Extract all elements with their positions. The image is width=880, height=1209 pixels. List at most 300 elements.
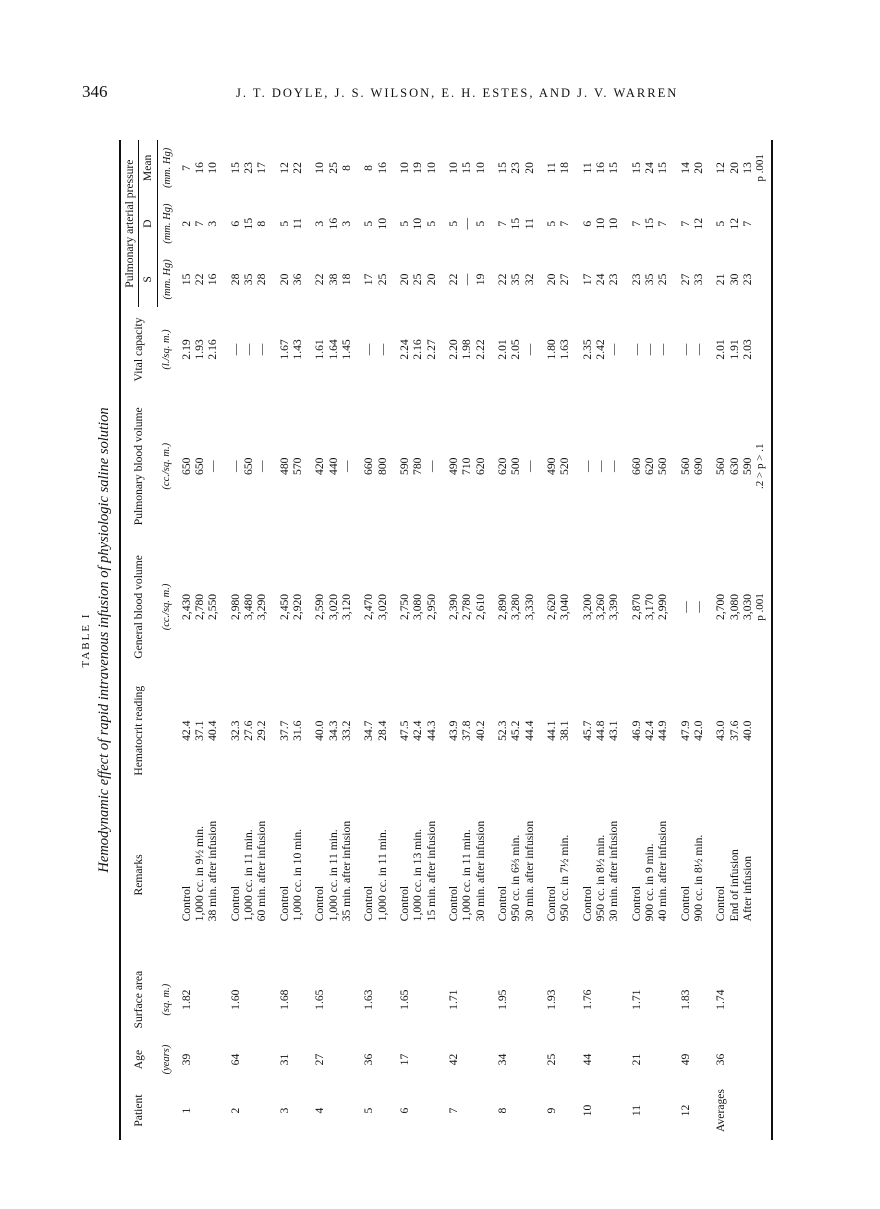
cell-line: 20: [544, 273, 558, 286]
table-row: [223, 140, 272, 1140]
pulmonary-blood-volume-cell: [307, 392, 356, 541]
systolic-cell: [441, 252, 490, 308]
pulmonary-blood-volume-cell: [539, 392, 575, 541]
cell-line: 2,780: [193, 593, 207, 620]
cell-line: 42.4: [179, 720, 193, 741]
cell-line: 1,000 cc. in 11 min.: [375, 829, 389, 922]
cell-line: 8: [255, 220, 269, 227]
cell-line: 34.3: [326, 720, 340, 741]
cell-line: 30 min. after infusion: [607, 820, 621, 922]
cell-line: 60 min. after infusion: [255, 820, 269, 922]
significance-note: .2 > p > .1: [754, 443, 767, 489]
mean-pressure-cell: [392, 140, 441, 196]
cell-line: —: [460, 273, 474, 286]
cell-line: 7: [558, 220, 572, 227]
cell-line: 650: [179, 457, 193, 475]
cell-line: 12: [277, 162, 291, 174]
cell-line: 10: [375, 217, 389, 230]
hematocrit-cell: [356, 673, 392, 788]
cell-line: 18: [340, 273, 353, 286]
cell-line: 5: [446, 220, 460, 227]
mean-pressure-cell: [441, 140, 490, 196]
cell-line: 45.2: [509, 720, 523, 741]
cell-line: 520: [558, 457, 572, 475]
unit-general-blood-volume: (cc./sq. m.): [161, 583, 173, 631]
cell-line: —: [691, 343, 705, 356]
cell-line: 43.0: [714, 720, 728, 741]
cell-line: 650: [193, 457, 207, 475]
cell-line: Control: [544, 885, 558, 922]
table-row: [174, 140, 223, 1140]
cell-line: 2,700: [714, 593, 728, 620]
cell-line: 690: [691, 457, 705, 475]
age-cell: 21: [629, 1053, 643, 1066]
cell-line: 15: [179, 273, 193, 286]
remarks-cell: [624, 788, 673, 961]
cell-line: —: [424, 460, 438, 473]
table-row: [356, 140, 392, 1140]
vital-capacity-cell: [441, 307, 490, 391]
cell-line: 21: [714, 273, 728, 286]
cell-line: —: [242, 343, 256, 356]
cell-line: 14: [678, 162, 692, 174]
cell-line: 2,470: [362, 593, 376, 620]
hematocrit-cell: [272, 673, 308, 788]
cell-line: 3,280: [509, 593, 523, 620]
cell-line: 11: [544, 162, 558, 174]
cell-line: 620: [642, 457, 656, 475]
cell-line: 950 cc. in 8½ min.: [593, 834, 607, 922]
hematocrit-cell: [441, 673, 490, 788]
age-cell: 64: [228, 1053, 242, 1066]
page-number: 346: [82, 82, 108, 101]
systolic-cell: [392, 252, 441, 308]
cell-line: 440: [326, 457, 340, 475]
table-row: [392, 140, 441, 1140]
cell-line: 2,450: [277, 593, 291, 620]
cell-line: —: [522, 460, 536, 473]
unit-d: (mm. Hg): [161, 203, 173, 244]
cell-line: —: [375, 343, 389, 356]
cell-line: 16: [206, 273, 220, 286]
table-row: [575, 140, 624, 1140]
cell-line: 7: [495, 220, 509, 227]
cell-line: 23: [242, 162, 256, 174]
cell-line: 22: [313, 273, 327, 286]
cell-line: 30 min. after infusion: [522, 820, 536, 922]
mean-pressure-cell: [575, 140, 624, 196]
cell-line: —: [678, 343, 692, 356]
cell-line: 38 min. after infusion: [206, 820, 220, 922]
cell-line: 3,170: [642, 593, 656, 620]
general-blood-volume-cell: [272, 541, 308, 673]
vital-capacity-cell: [356, 307, 392, 391]
header-mean: Mean: [139, 140, 157, 196]
vital-capacity-cell: [223, 307, 272, 391]
cell-line: 33: [691, 273, 705, 286]
patient-cell: 7: [446, 1107, 460, 1114]
age-cell: 17: [397, 1053, 411, 1066]
cell-line: 7: [193, 220, 207, 227]
cell-line: 29.2: [255, 720, 269, 741]
cell-line: 12: [714, 162, 728, 174]
general-blood-volume-cell: [356, 541, 392, 673]
significance-note: p .001: [754, 154, 767, 182]
cell-line: 1.64: [326, 339, 340, 360]
cell-line: 1.80: [544, 339, 558, 360]
pulmonary-blood-volume-cell: [272, 392, 308, 541]
cell-line: 1,000 cc. in 11 min.: [242, 829, 256, 922]
cell-line: 22: [446, 273, 460, 286]
hematocrit-cell: [624, 673, 673, 788]
cell-line: 2.22: [473, 339, 487, 360]
cell-line: —: [255, 460, 269, 473]
cell-line: 47.5: [397, 720, 411, 741]
cell-line: 490: [544, 457, 558, 475]
cell-line: —: [691, 601, 705, 613]
cell-line: 27: [678, 273, 692, 286]
cell-line: 6: [580, 220, 594, 227]
surface-area-cell: 1.83: [678, 989, 692, 1010]
cell-line: 3,330: [522, 593, 536, 620]
cell-line: 8: [362, 165, 376, 171]
systolic-cell: [223, 252, 272, 308]
significance-note: p .001: [754, 593, 767, 621]
pulmonary-blood-volume-cell: [575, 392, 624, 541]
vital-capacity-cell: [624, 307, 673, 391]
header-pulmonary-blood-volume: Pulmonary blood volume: [132, 407, 146, 526]
cell-line: 20: [397, 273, 411, 286]
cell-line: 900 cc. in 8½ min.: [691, 834, 705, 922]
cell-line: Control: [397, 885, 411, 922]
cell-line: 3,080: [411, 593, 425, 620]
cell-line: 25: [411, 273, 425, 286]
diastolic-cell: [624, 196, 673, 252]
systolic-cell: [174, 252, 223, 308]
cell-line: 15: [495, 162, 509, 174]
mean-pressure-cell: [539, 140, 575, 196]
cell-line: 650: [242, 457, 256, 475]
cell-line: 15 min. after infusion: [424, 820, 438, 922]
cell-line: 2,610: [473, 593, 487, 620]
diastolic-cell: [272, 196, 308, 252]
cell-line: 3: [206, 220, 220, 227]
cell-line: 40.4: [206, 720, 220, 741]
cell-line: —: [629, 343, 643, 356]
cell-line: 36: [291, 273, 305, 286]
cell-line: 2.42: [593, 339, 607, 360]
age-cell: 44: [580, 1053, 594, 1066]
cell-line: 2,750: [397, 593, 411, 620]
unit-s: (mm. Hg): [161, 259, 173, 300]
cell-line: 16: [193, 162, 207, 174]
remarks-cell: [356, 788, 392, 961]
hematocrit-cell: [708, 673, 772, 788]
table-row: [673, 140, 709, 1140]
cell-line: —: [580, 460, 594, 473]
remarks-cell: [490, 788, 539, 961]
cell-line: 44.8: [593, 720, 607, 741]
cell-line: 32: [522, 273, 536, 286]
cell-line: 15: [642, 217, 656, 230]
patient-cell: 2: [228, 1107, 242, 1114]
cell-line: 10: [446, 162, 460, 174]
pulmonary-blood-volume-cell: [708, 392, 772, 541]
surface-area-cell: 1.95: [495, 989, 509, 1010]
cell-line: 590: [397, 457, 411, 475]
remarks-cell: [392, 788, 441, 961]
cell-line: 560: [714, 457, 728, 475]
systolic-cell: [356, 252, 392, 308]
cell-line: 25: [326, 162, 340, 174]
cell-line: 44.3: [424, 720, 438, 741]
table-row: [441, 140, 490, 1140]
cell-line: —: [228, 343, 242, 356]
cell-line: 35 min. after infusion: [340, 820, 353, 922]
cell-line: 2.16: [411, 339, 425, 360]
diastolic-cell: [441, 196, 490, 252]
header-general-blood-volume: General blood volume: [132, 555, 146, 659]
cell-line: 25: [656, 273, 670, 286]
systolic-cell: [490, 252, 539, 308]
age-cell: 34: [495, 1053, 509, 1066]
cell-line: —: [206, 460, 220, 473]
cell-line: 1,000 cc. in 10 min.: [291, 828, 305, 922]
mean-pressure-cell: [490, 140, 539, 196]
cell-line: 3,290: [255, 593, 269, 620]
hematocrit-cell: [575, 673, 624, 788]
cell-line: —: [255, 343, 269, 356]
cell-line: Control: [179, 885, 193, 922]
cell-line: —: [678, 601, 692, 613]
cell-line: 22: [193, 273, 207, 286]
cell-line: 7: [179, 165, 193, 171]
data-table: [119, 140, 773, 1140]
cell-line: 2.16: [206, 339, 220, 360]
cell-line: 10: [313, 162, 327, 174]
cell-line: 27: [558, 273, 572, 286]
cell-line: Control: [446, 885, 460, 922]
cell-line: 630: [727, 457, 741, 475]
cell-line: 18: [558, 162, 572, 174]
patient-cell: 11: [629, 1104, 643, 1117]
general-blood-volume-cell: [174, 541, 223, 673]
diastolic-cell: [392, 196, 441, 252]
diastolic-cell: [490, 196, 539, 252]
cell-line: 10: [397, 162, 411, 174]
cell-line: 2.01: [495, 339, 509, 360]
cell-line: 40.2: [473, 720, 487, 741]
patient-cell: 6: [397, 1107, 411, 1114]
patient-cell: 1: [179, 1107, 193, 1114]
cell-line: —: [656, 343, 670, 356]
header-hematocrit: Hematocrit reading: [132, 685, 146, 776]
cell-line: 2,430: [179, 593, 193, 620]
cell-line: 32.3: [228, 720, 242, 741]
general-blood-volume-cell: [441, 541, 490, 673]
running-head: J. T. DOYLE, J. S. WILSON, E. H. ESTES, AND J. V. WARREN: [236, 86, 679, 100]
header-age: Age: [132, 1049, 146, 1070]
surface-area-cell: 1.65: [397, 989, 411, 1010]
cell-line: 560: [656, 457, 670, 475]
table-row: [490, 140, 539, 1140]
cell-line: 20: [277, 273, 291, 286]
age-cell: 36: [708, 1038, 772, 1081]
cell-line: 38.1: [558, 720, 572, 741]
surface-area-cell: 1.60: [228, 989, 242, 1010]
vital-capacity-cell: [673, 307, 709, 391]
cell-line: 10: [206, 162, 220, 174]
cell-line: 5: [362, 220, 376, 227]
header-vital-capacity: Vital capacity: [132, 317, 146, 382]
mean-pressure-cell: [673, 140, 709, 196]
cell-line: 52.3: [495, 720, 509, 741]
cell-line: 31.6: [291, 720, 305, 741]
surface-area-cell: 1.65: [313, 989, 327, 1010]
cell-line: 5: [473, 220, 487, 227]
mean-pressure-cell: [624, 140, 673, 196]
cell-line: 44.1: [544, 720, 558, 741]
cell-line: 11: [580, 162, 594, 174]
cell-line: 15: [607, 162, 621, 174]
surface-area-cell: 1.68: [277, 989, 291, 1010]
cell-line: 17: [580, 273, 594, 286]
cell-line: 1,000 cc. in 11 min.: [460, 829, 474, 922]
hematocrit-cell: [223, 673, 272, 788]
cell-line: 23: [629, 273, 643, 286]
general-blood-volume-cell: [624, 541, 673, 673]
cell-line: 43.1: [607, 720, 621, 741]
cell-line: 10: [607, 217, 621, 230]
cell-line: 15: [629, 162, 643, 174]
cell-line: 1.45: [340, 339, 353, 360]
surface-area-cell: 1.74: [708, 961, 772, 1038]
cell-line: —: [593, 460, 607, 473]
cell-line: Control: [362, 885, 376, 922]
averages-label: Averages: [708, 1081, 772, 1140]
table-row: [624, 140, 673, 1140]
hematocrit-cell: [174, 673, 223, 788]
mean-pressure-cell: [708, 140, 772, 196]
cell-line: 5: [277, 220, 291, 227]
cell-line: 2.27: [424, 339, 438, 360]
cell-line: 10: [593, 217, 607, 230]
cell-line: 1.61: [313, 339, 327, 360]
table-row: [272, 140, 308, 1140]
patient-cell: 5: [362, 1107, 376, 1114]
hematocrit-cell: [673, 673, 709, 788]
remarks-cell: [223, 788, 272, 961]
cell-line: 24: [593, 273, 607, 286]
cell-line: 3,200: [580, 593, 594, 620]
cell-line: 7: [656, 220, 670, 227]
diastolic-cell: [539, 196, 575, 252]
cell-line: 8: [340, 165, 353, 171]
cell-line: Control: [277, 885, 291, 922]
cell-line: 28: [255, 273, 269, 286]
cell-line: 16: [593, 162, 607, 174]
cell-line: 19: [411, 162, 425, 174]
cell-line: 3,260: [593, 593, 607, 620]
cell-line: 950 cc. in 6⅔ min.: [509, 834, 523, 922]
cell-line: 28: [228, 273, 242, 286]
cell-line: Control: [313, 885, 327, 922]
remarks-cell: [307, 788, 356, 961]
cell-line: 11: [291, 218, 305, 230]
general-blood-volume-cell: [673, 541, 709, 673]
age-cell: 42: [446, 1053, 460, 1066]
cell-line: 1.91: [727, 339, 741, 360]
cell-line: 620: [495, 457, 509, 475]
cell-line: 2,890: [495, 593, 509, 620]
hematocrit-cell: [307, 673, 356, 788]
general-blood-volume-cell: [539, 541, 575, 673]
cell-line: 20: [727, 162, 741, 174]
pulmonary-blood-volume-cell: [392, 392, 441, 541]
cell-line: 2,550: [206, 593, 220, 620]
cell-line: 2.24: [397, 339, 411, 360]
patient-cell: 4: [313, 1107, 327, 1114]
cell-line: 2,990: [656, 593, 670, 620]
cell-line: 5: [544, 220, 558, 227]
surface-area-cell: 1.82: [179, 989, 193, 1010]
cell-line: 1.43: [291, 339, 305, 360]
diastolic-cell: [223, 196, 272, 252]
cell-line: 22: [495, 273, 509, 286]
cell-line: 2,920: [291, 593, 305, 620]
systolic-cell: [539, 252, 575, 308]
cell-line: 35: [642, 273, 656, 286]
cell-line: 10: [411, 217, 425, 230]
cell-line: Control: [228, 885, 242, 922]
cell-line: Control: [495, 885, 509, 922]
hematocrit-cell: [392, 673, 441, 788]
cell-line: 16: [326, 217, 340, 230]
surface-area-cell: 1.93: [544, 989, 558, 1010]
cell-line: 28.4: [375, 720, 389, 741]
cell-line: 35: [242, 273, 256, 286]
cell-line: 38: [326, 273, 340, 286]
cell-line: 10: [473, 162, 487, 174]
systolic-cell: [673, 252, 709, 308]
cell-line: 560: [678, 457, 692, 475]
table-label: TABLE I: [80, 612, 92, 668]
vital-capacity-cell: [708, 307, 772, 391]
remarks-cell: [539, 788, 575, 961]
cell-line: 45.7: [580, 720, 594, 741]
table-title: Hemodynamic effect of rapid intravenous infusion of physiologic saline solution: [96, 407, 112, 873]
cell-line: 7: [678, 220, 692, 227]
pulmonary-blood-volume-cell: [624, 392, 673, 541]
cell-line: 3,120: [340, 593, 353, 620]
systolic-cell: [575, 252, 624, 308]
cell-line: —: [340, 460, 353, 473]
cell-line: 37.1: [193, 720, 207, 741]
cell-line: 15: [460, 162, 474, 174]
surface-area-cell: 1.76: [580, 989, 594, 1010]
remarks-cell: [174, 788, 223, 961]
remarks-cell: [272, 788, 308, 961]
cell-line: 2.05: [509, 339, 523, 360]
age-cell: 36: [362, 1053, 376, 1066]
cell-line: 33.2: [340, 720, 353, 741]
systolic-cell: [307, 252, 356, 308]
systolic-cell: [272, 252, 308, 308]
cell-line: 420: [313, 457, 327, 475]
mean-pressure-cell: [307, 140, 356, 196]
cell-line: 30 min. after infusion: [473, 820, 487, 922]
cell-line: 7: [740, 220, 754, 227]
